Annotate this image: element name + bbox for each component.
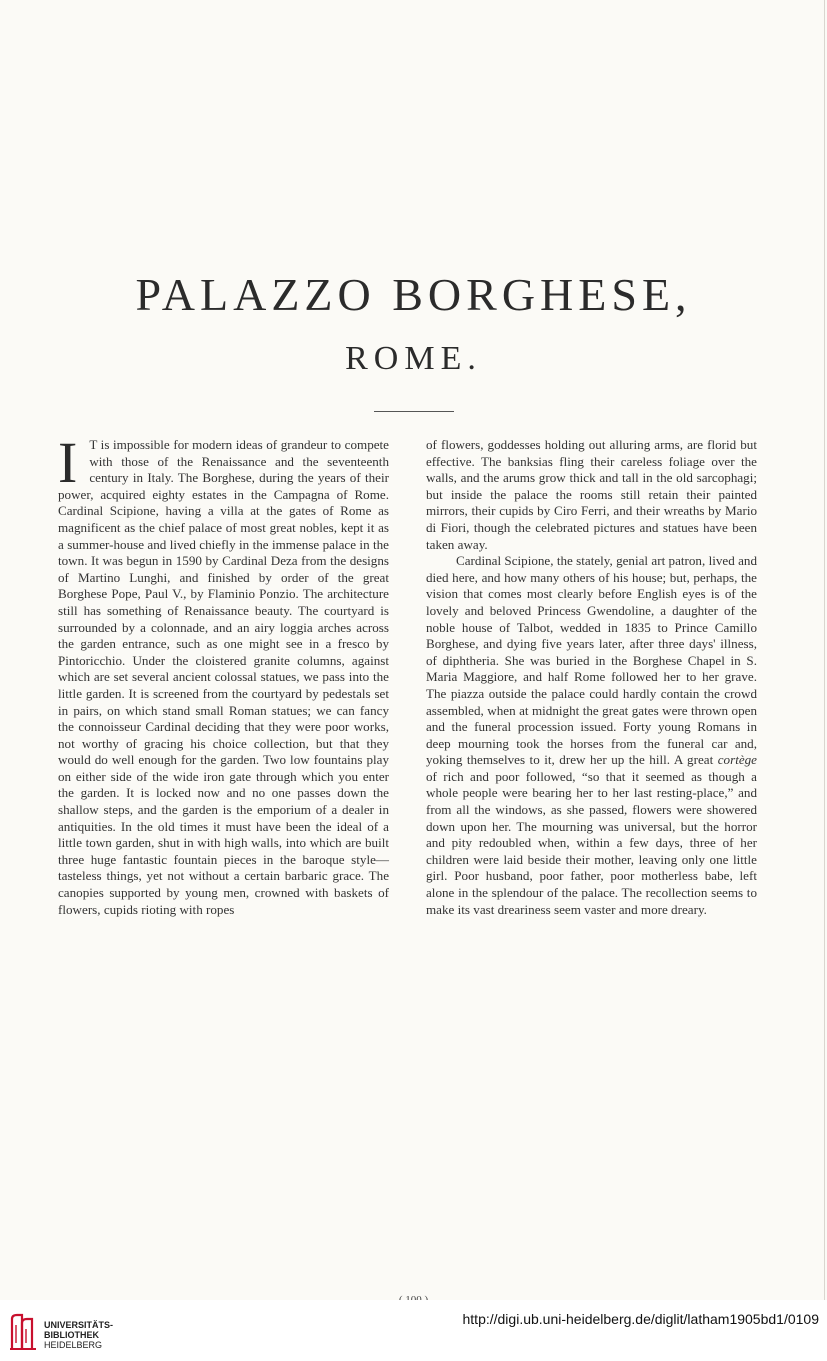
italic-term: cortège: [717, 752, 757, 768]
source-url-link[interactable]: http://digi.ub.uni-heidelberg.de/diglit/latham1905bd1/0109: [462, 1311, 819, 1327]
footer-bar: [0, 1300, 827, 1361]
drop-cap: I: [58, 430, 78, 495]
text-column-right: [426, 437, 757, 918]
library-name-line: BIBLIOTHEK: [44, 1330, 99, 1340]
library-name-line: UNIVERSITÄTS-: [44, 1320, 114, 1330]
library-name: [44, 1320, 113, 1350]
library-name-line: HEIDELBERG: [44, 1340, 103, 1350]
page-subtitle: ROME.: [345, 340, 482, 377]
paragraph-text: T is impossible for modern ideas of grandeur to compete with those of the Renaissance and the seventeenth century in Italy. The Borghese, during the years of their power, acquired eighty estates in the Campagna of Rome. Cardinal Scipione, having a villa at the gates of Rome as magnificent as the chief palace of most great nobles, kept it as a summer-house and lived chiefly in the immense palace in the town. It was begun in 1590 by Cardinal Deza from the designs of Martino Lunghi, and finished by order of the great Borghese Pope, Paul V., by Flaminio Ponzio. The architecture still has something of Renaissance beauty. The courtyard is surrounded by a colonnade, and an airy loggia arches across the garden entrance, such as one might see in a fresco by Pintoricchio. Under the cloistered granite columns, against which are set several ancient colossal statues, we pass into the little garden. It is screened from the courtyard by pedestals set in pairs, on which stand small Roman statues; we can fancy the connoisseur Cardinal deciding that they were poor works, not worthy of gracing his choice collection, but that they would do well enough for the garden. Two low fountains play on either side of the wide iron gate through which you enter the garden. It is locked now and no one passes down the shallow steps, and the garden is the emporium of a dealer in antiquities. In the old times it must have been the ideal of a little town garden, shut in with high walls, into which are built three huge fantastic fountain pieces in the baroque style—tasteless things, yet not without a certain barbaric grace. The canopies supported by young men, crowned with baskets of flowers, cupids rioting with ropes: [58, 437, 389, 917]
title-divider: [374, 411, 454, 412]
paragraph: [58, 430, 389, 918]
paragraph: [426, 553, 757, 918]
paragraph-text: Cardinal Scipione, the stately, genial art patron, lived and died here, and how many others of his house; but, perhaps, the vision that comes most clearly before English eyes is of the lovely and beloved Princess Gwendoline, a daughter of the noble house of Talbot, wedded in 1835 to Prince Camillo Borghese, and dying five years later, after three days' illness, of diphtheria. She was buried in the Borghese Chapel in S. Maria Maggiore, and half Rome followed her to her grave. The piazza outside the palace could hardly contain the crowd assembled, when at midnight the great gates were thrown open and the funeral procession issued. Forty young Romans in deep mourning took the horses from the funeral car and, yoking themselves to it, drew her up the hill. A great: [426, 553, 757, 768]
text-column-left: [58, 430, 389, 918]
library-logo-icon[interactable]: [8, 1313, 38, 1351]
paragraph-text: of rich and poor followed, “so that it seemed as though a whole people were bearing her to her last resting-place,” and from all the windows, as she passed, flowers were showered down upon her. The mourning was universal, but the horror and pity redoubled when, within a few days, three of her children were laid beside their mother, leaving only one little girl. Poor husband, poor father, poor motherless babe, left alone in the splendour of the palace. The recollection seems to make its vast dreariness seem vaster and more dreary.: [426, 768, 757, 917]
page-title: PALAZZO BORGHESE,: [135, 269, 692, 320]
paragraph: of flowers, goddesses holding out alluring arms, are florid but effective. The banksias fling their careless foliage over the walls, and the arums grow thick and tall in the old sarcophagi; but inside the palace the rooms still retain their painted mirrors, their cupids by Ciro Ferri, and their wreaths by Mario di Fiori, though the celebrated pictures and statues have been taken away.: [426, 437, 757, 552]
page-edge: [824, 0, 825, 1300]
